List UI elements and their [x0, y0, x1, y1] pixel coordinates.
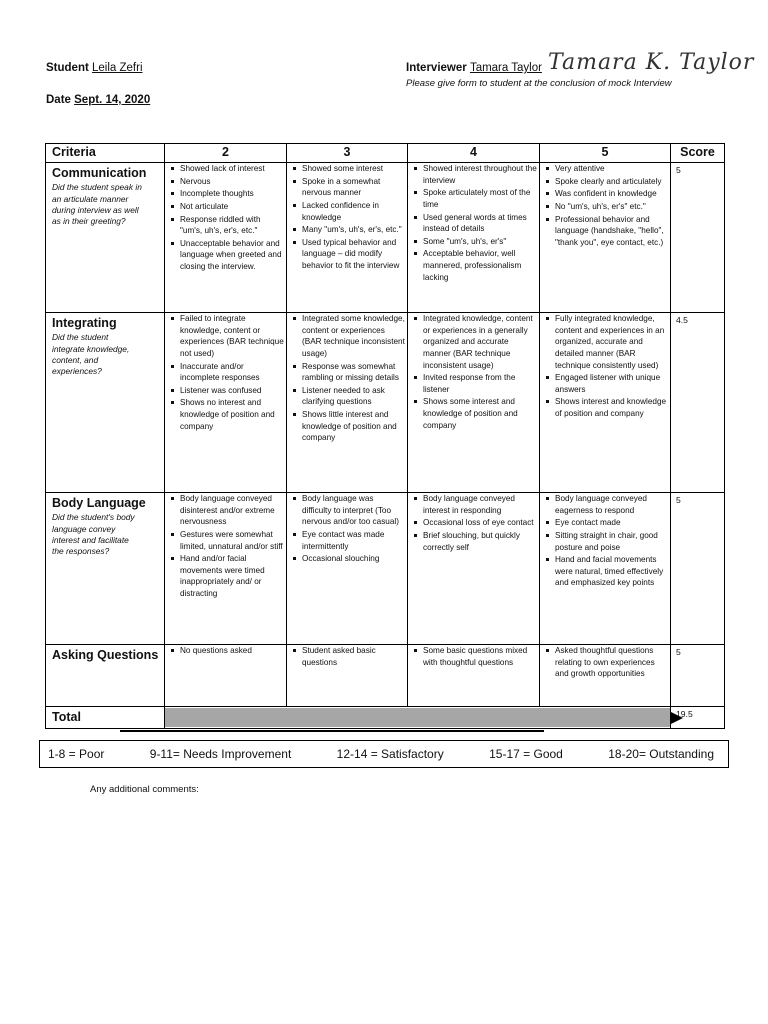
total-label: Total — [46, 707, 165, 729]
descriptor-item: Eye contact made — [544, 517, 668, 529]
descriptor-item: Some "um's, uh's, er's" — [412, 236, 537, 248]
total-arrow-icon — [671, 712, 683, 724]
descriptor-list — [540, 493, 670, 589]
descriptor-item: Showed interest throughout the interview — [412, 163, 537, 186]
descriptor-item: Invited response from the listener — [412, 372, 537, 395]
instruction-note: Please give form to student at the conclusion of mock Interview — [406, 78, 672, 89]
level-5-cell — [540, 313, 671, 493]
descriptor-item: Shows interest and knowledge of position and company — [544, 396, 668, 419]
descriptor-list — [165, 493, 286, 600]
criterion-cell — [46, 313, 165, 493]
header-level-4: 4 — [408, 144, 540, 163]
descriptor-item: No "um's, uh's, er's" etc." — [544, 201, 668, 213]
descriptor-item: Body language conveyed interest in responding — [412, 493, 537, 516]
descriptor-item: Not articulate — [169, 201, 284, 213]
descriptor-list — [165, 645, 286, 657]
level-4-cell — [408, 163, 540, 313]
header-criteria: Criteria — [46, 144, 165, 163]
descriptor-item: Occasional loss of eye contact — [412, 517, 537, 529]
rubric-row-body-language — [46, 493, 725, 645]
grading-scale — [39, 740, 729, 768]
level-4-cell — [408, 645, 540, 707]
rubric-row-communication — [46, 163, 725, 313]
descriptor-item: Response riddled with "um's, uh's, er's, etc." — [169, 214, 284, 237]
descriptor-item: Lacked confidence in knowledge — [291, 200, 405, 223]
rubric-row-asking-questions — [46, 645, 725, 707]
header-level-2: 2 — [165, 144, 287, 163]
descriptor-item: Many "um's, uh's, er's, etc." — [291, 224, 405, 236]
total-band-fill — [165, 708, 670, 727]
descriptor-item: Acceptable behavior, well mannered, professionalism lacking — [412, 248, 537, 283]
criterion-cell — [46, 493, 165, 645]
descriptor-item: Body language conveyed disinterest and/or extreme nervousness — [169, 493, 284, 528]
level-4-cell — [408, 493, 540, 645]
descriptor-item: Student asked basic questions — [291, 645, 405, 668]
descriptor-item: Engaged listener with unique answers — [544, 372, 668, 395]
descriptor-item: Integrated knowledge, content or experiences in a generally organized and accurate manner (BAR technique inconsistent usage) — [412, 313, 537, 371]
interviewer-signature: Tamara K. Taylor — [548, 50, 755, 75]
level-5-cell — [540, 163, 671, 313]
descriptor-list — [165, 313, 286, 432]
rubric-row-integrating — [46, 313, 725, 493]
descriptor-list — [408, 313, 539, 431]
scale-satisfactory: 12-14 = Satisfactory — [336, 747, 444, 761]
student-field — [46, 62, 143, 74]
level-2-cell — [165, 493, 287, 645]
descriptor-item: Gestures were somewhat limited, unnatural and/or stiff — [169, 529, 284, 552]
descriptor-list — [287, 493, 407, 565]
descriptor-item: Sitting straight in chair, good posture and poise — [544, 530, 668, 553]
rubric-table — [45, 143, 725, 729]
descriptor-list — [540, 163, 670, 248]
descriptor-list — [408, 645, 539, 668]
descriptor-item: Professional behavior and language (handshake, "hello", "thank you", eye contact, etc.) — [544, 214, 668, 249]
header-score: Score — [671, 144, 725, 163]
criterion-description: Did the student integrate knowledge, content, and experiences? — [52, 332, 130, 377]
descriptor-item: Listener was confused — [169, 385, 284, 397]
descriptor-item: Shows little interest and knowledge of position and company — [291, 409, 405, 444]
date-field — [46, 94, 150, 106]
descriptor-item: Failed to integrate knowledge, content or experiences (BAR technique not used) — [169, 313, 284, 360]
descriptor-item: Shows no interest and knowledge of position and company — [169, 397, 284, 432]
level-5-cell — [540, 493, 671, 645]
criterion-cell — [46, 645, 165, 707]
score-cell: 5 — [671, 645, 725, 707]
descriptor-item: Spoke in a somewhat nervous manner — [291, 176, 405, 199]
descriptor-item: Used general words at times instead of details — [412, 212, 537, 235]
descriptor-item: Unacceptable behavior and language when greeted and closing the interview. — [169, 238, 284, 273]
student-name: Leila Zefri — [92, 62, 143, 74]
total-band — [165, 707, 671, 729]
level-3-cell — [287, 313, 408, 493]
descriptor-list — [408, 493, 539, 553]
descriptor-list — [540, 645, 670, 680]
descriptor-item: Asked thoughtful questions relating to own experiences and growth opportunities — [544, 645, 668, 680]
descriptor-item: Listener needed to ask clarifying questions — [291, 385, 405, 408]
interviewer-name: Tamara Taylor — [469, 62, 542, 74]
scale-poor: 1-8 = Poor — [48, 747, 105, 761]
header-level-3: 3 — [287, 144, 408, 163]
score-cell: 5 — [671, 163, 725, 313]
total-row — [46, 707, 725, 729]
descriptor-item: Very attentive — [544, 163, 668, 175]
score-cell: 5 — [671, 493, 725, 645]
descriptor-item: Brief slouching, but quickly correctly self — [412, 530, 537, 553]
descriptor-item: Body language was difficulty to interpret (Too nervous and/or too casual) — [291, 493, 405, 528]
level-5-cell — [540, 645, 671, 707]
criterion-name: Communication — [52, 166, 147, 180]
descriptor-list — [287, 163, 407, 272]
descriptor-item: Showed lack of interest — [169, 163, 284, 175]
descriptor-item: Spoke clearly and articulately — [544, 176, 668, 188]
descriptor-item: Fully integrated knowledge, content and experiences in an organized, accurate and detailed manner (BAR technique consistently used) — [544, 313, 668, 371]
level-3-cell — [287, 645, 408, 707]
descriptor-list — [287, 645, 407, 668]
date-value: Sept. 14, 2020 — [74, 94, 151, 106]
descriptor-list — [408, 163, 539, 283]
header-level-5: 5 — [540, 144, 671, 163]
descriptor-item: Inaccurate and/or incomplete responses — [169, 361, 284, 384]
level-2-cell — [165, 645, 287, 707]
level-3-cell — [287, 163, 408, 313]
descriptor-item: Incomplete thoughts — [169, 188, 284, 200]
descriptor-item: Used typical behavior and language – did modify behavior to fit the interview — [291, 237, 405, 272]
descriptor-item: Shows some interest and knowledge of position and company — [412, 396, 537, 431]
descriptor-item: Some basic questions mixed with thoughtful questions — [412, 645, 537, 668]
descriptor-item: Integrated some knowledge, content or experiences (BAR technique inconsistent usage) — [291, 313, 405, 360]
level-2-cell — [165, 163, 287, 313]
total-arrow-line — [120, 730, 544, 732]
descriptor-item: Hand and/or facial movements were timed inappropriately and/ or distracting — [169, 553, 284, 600]
interviewer-label: Interviewer — [406, 62, 467, 74]
descriptor-item: Response was somewhat rambling or missing details — [291, 361, 405, 384]
scale-needs-improvement: 9-11= Needs Improvement — [149, 747, 292, 761]
descriptor-list — [540, 313, 670, 420]
criterion-description: Did the student speak in an articulate manner during interview as well as in their greeting? — [52, 182, 142, 227]
interviewer-field — [406, 62, 542, 74]
scale-good: 15-17 = Good — [489, 747, 563, 761]
descriptor-item: Was confident in knowledge — [544, 188, 668, 200]
descriptor-item: Showed some interest — [291, 163, 405, 175]
descriptor-item: Eye contact was made intermittently — [291, 529, 405, 552]
student-label: Student — [46, 62, 89, 74]
descriptor-list — [287, 313, 407, 444]
descriptor-item: No questions asked — [169, 645, 284, 657]
descriptor-item: Occasional slouching — [291, 553, 405, 565]
scale-outstanding: 18-20= Outstanding — [608, 747, 714, 761]
level-4-cell — [408, 313, 540, 493]
criterion-name: Body Language — [52, 496, 146, 510]
level-2-cell — [165, 313, 287, 493]
criterion-cell — [46, 163, 165, 313]
descriptor-item: Hand and facial movements were natural, timed effectively and emphasized key points — [544, 554, 668, 589]
descriptor-list — [165, 163, 286, 273]
descriptor-item: Spoke articulately most of the time — [412, 187, 537, 210]
criterion-description: Did the student's body language convey interest and facilitate the responses? — [52, 512, 135, 557]
criterion-name: Integrating — [52, 316, 117, 330]
comments-label: Any additional comments: — [90, 784, 199, 795]
rubric-header-row — [46, 144, 725, 163]
descriptor-item: Body language conveyed eagerness to respond — [544, 493, 668, 516]
criterion-name: Asking Questions — [52, 648, 159, 662]
total-score: 19.5 — [671, 707, 725, 729]
descriptor-item: Nervous — [169, 176, 284, 188]
score-cell: 4.5 — [671, 313, 725, 493]
date-label: Date — [46, 94, 71, 106]
level-3-cell — [287, 493, 408, 645]
